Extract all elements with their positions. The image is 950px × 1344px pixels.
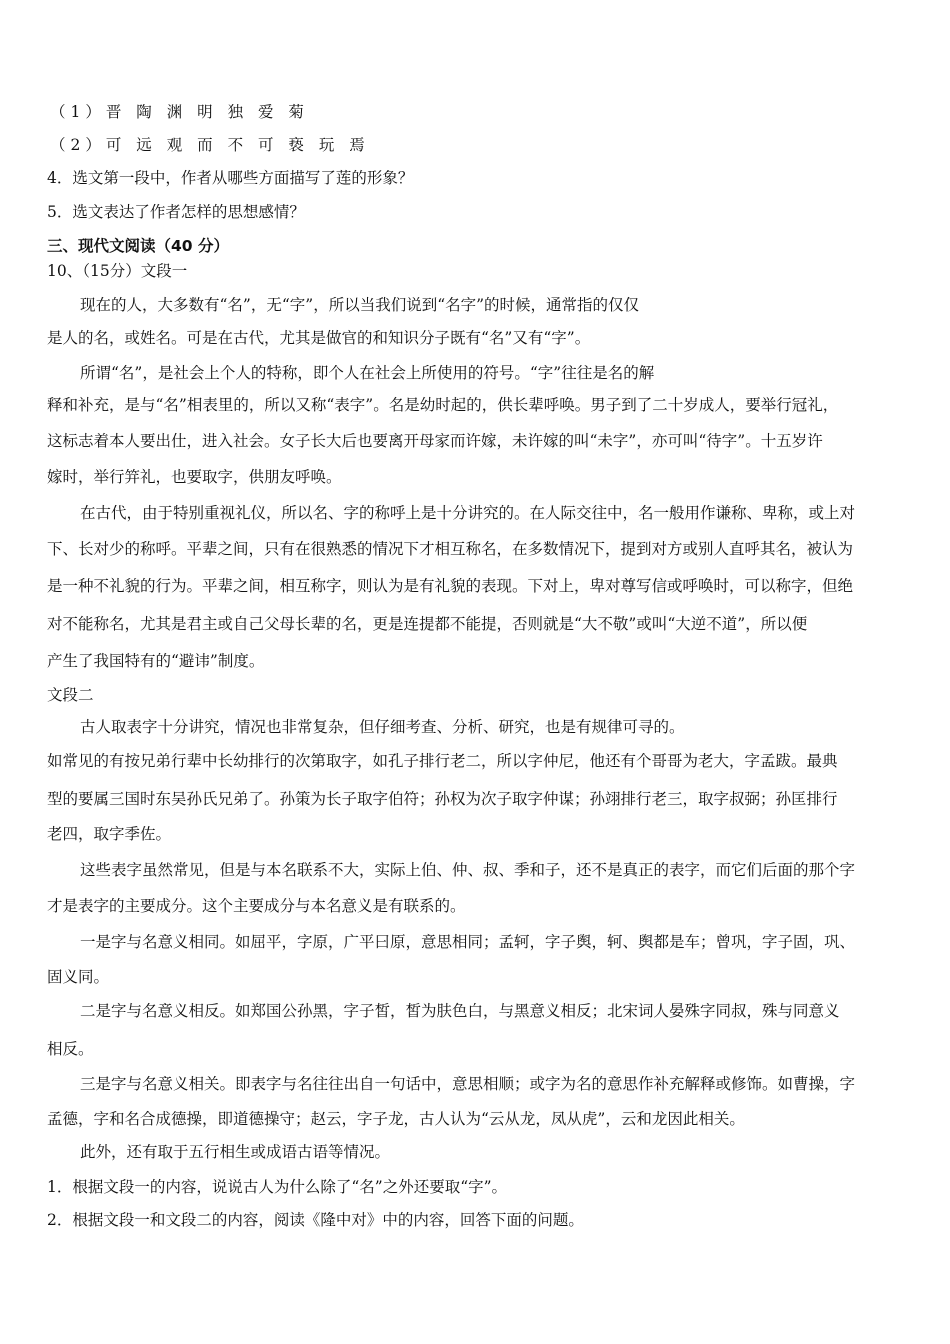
paragraph-line: 是一种不礼貌的行为。平辈之间，相互称字，则认为是有礼貌的表现。下对上，卑对尊写信或呼唤时，可以称字，但绝	[47, 577, 854, 595]
paragraph-line: 固义同。	[47, 968, 110, 986]
paragraph-line: 是人的名，或姓名。可是在古代，尤其是做官的和知识分子既有“名”又有“字”。	[47, 329, 591, 347]
paragraph-line: 三是字与名意义相关。即表字与名往往出自一句话中，意思相顺；或字为名的意思作补充解释或修饰。如曹操，字	[80, 1075, 856, 1093]
answer-line-2: （2）可 远 观 而 不 可 亵 玩 焉	[50, 136, 370, 154]
paragraph-line: 古人取表字十分讲究，情况也非常复杂，但仔细考查、分析、研究，也是有规律可寻的。	[80, 718, 685, 736]
paragraph-line: 这些表字虽然常见，但是与本名联系不大，实际上伯、仲、叔、季和子，还不是真正的表字，而它们后面的那个字	[80, 861, 856, 879]
paragraph-line: 下、长对少的称呼。平辈之间，只有在很熟悉的情况下才相互称名，在多数情况下，提到对方或别人直呼其名，被认为	[47, 540, 854, 558]
section-heading: 三、现代文阅读（40 分）	[47, 237, 229, 255]
paragraph-line: 释和补充，是与“名”相表里的，所以又称“表字”。名是幼时起的，供长辈呼唤。男子到了二十岁成人，要举行冠礼，	[47, 396, 839, 414]
paragraph-line: 产生了我国特有的“避讳”制度。	[47, 652, 265, 670]
paragraph-line: 这标志着本人要出仕，进入社会。女子长大后也要离开母家而许嫁，未许嫁的叫“未字”，亦可叫“待字”。十五岁许	[47, 432, 823, 450]
paragraph-line: 二是字与名意义相反。如郑国公孙黑，字子皙，皙为肤色白，与黑意义相反；北宋词人晏殊字同叔，殊与同意义	[80, 1002, 840, 1020]
paragraph-line: 如常见的有按兄弟行辈中长幼排行的次第取字，如孔子排行老二，所以字仲尼，他还有个哥哥为老大，字孟跋。最典	[47, 752, 838, 770]
question-1: 1．根据文段一的内容，说说古人为什么除了“名”之外还要取“字”。	[47, 1178, 508, 1196]
paragraph-line: 型的要属三国时东吴孙氏兄弟了。孙策为长子取字伯符；孙权为次子取字仲谋；孙翊排行老三，取字叔弼；孙匡排行	[47, 790, 838, 808]
answer-line-1: （1）晋 陶 渊 明 独 爱 菊	[50, 103, 309, 121]
paragraph-line: 现在的人，大多数有“名”，无“字”，所以当我们说到“名字”的时候，通常指的仅仅	[80, 296, 640, 314]
paragraph-line: 此外，还有取于五行相生或成语古语等情况。	[80, 1143, 391, 1161]
question-10-heading: 10、（15分）文段一	[47, 262, 188, 280]
paragraph-line: 相反。	[47, 1040, 94, 1058]
question-5: 5．选文表达了作者怎样的思想感情？	[47, 203, 305, 221]
paragraph-line: 嫁时，举行笄礼，也要取字，供朋友呼唤。	[47, 468, 342, 486]
paragraph-line: 所谓“名”，是社会上个人的特称，即个人在社会上所使用的符号。“字”往往是名的解	[80, 364, 655, 382]
paragraph-line: 孟德，字和名合成德操，即道德操守；赵云，字子龙，古人认为“云从龙，凤从虎”，云和龙因此相关。	[47, 1110, 745, 1128]
passage-2-heading: 文段二	[47, 686, 94, 704]
paragraph-line: 在古代，由于特别重视礼仪，所以名、字的称呼上是十分讲究的。在人际交往中，名一般用作谦称、卑称，或上对	[80, 504, 856, 522]
paragraph-line: 一是字与名意义相同。如屈平，字原，广平曰原，意思相同；孟轲，字子舆，轲、舆都是车；曾巩，字子固，巩、	[80, 933, 856, 951]
question-2: 2．根据文段一和文段二的内容，阅读《隆中对》中的内容，回答下面的问题。	[47, 1211, 584, 1229]
paragraph-line: 对不能称名，尤其是君主或自己父母长辈的名，更是连提都不能提，否则就是“大不敬”或叫“大逆不道”，所以便	[47, 615, 808, 633]
paragraph-line: 老四，取字季佐。	[47, 825, 172, 843]
paragraph-line: 才是表字的主要成分。这个主要成分与本名意义是有联系的。	[47, 897, 466, 915]
question-4: 4．选文第一段中，作者从哪些方面描写了莲的形象？	[47, 169, 414, 187]
